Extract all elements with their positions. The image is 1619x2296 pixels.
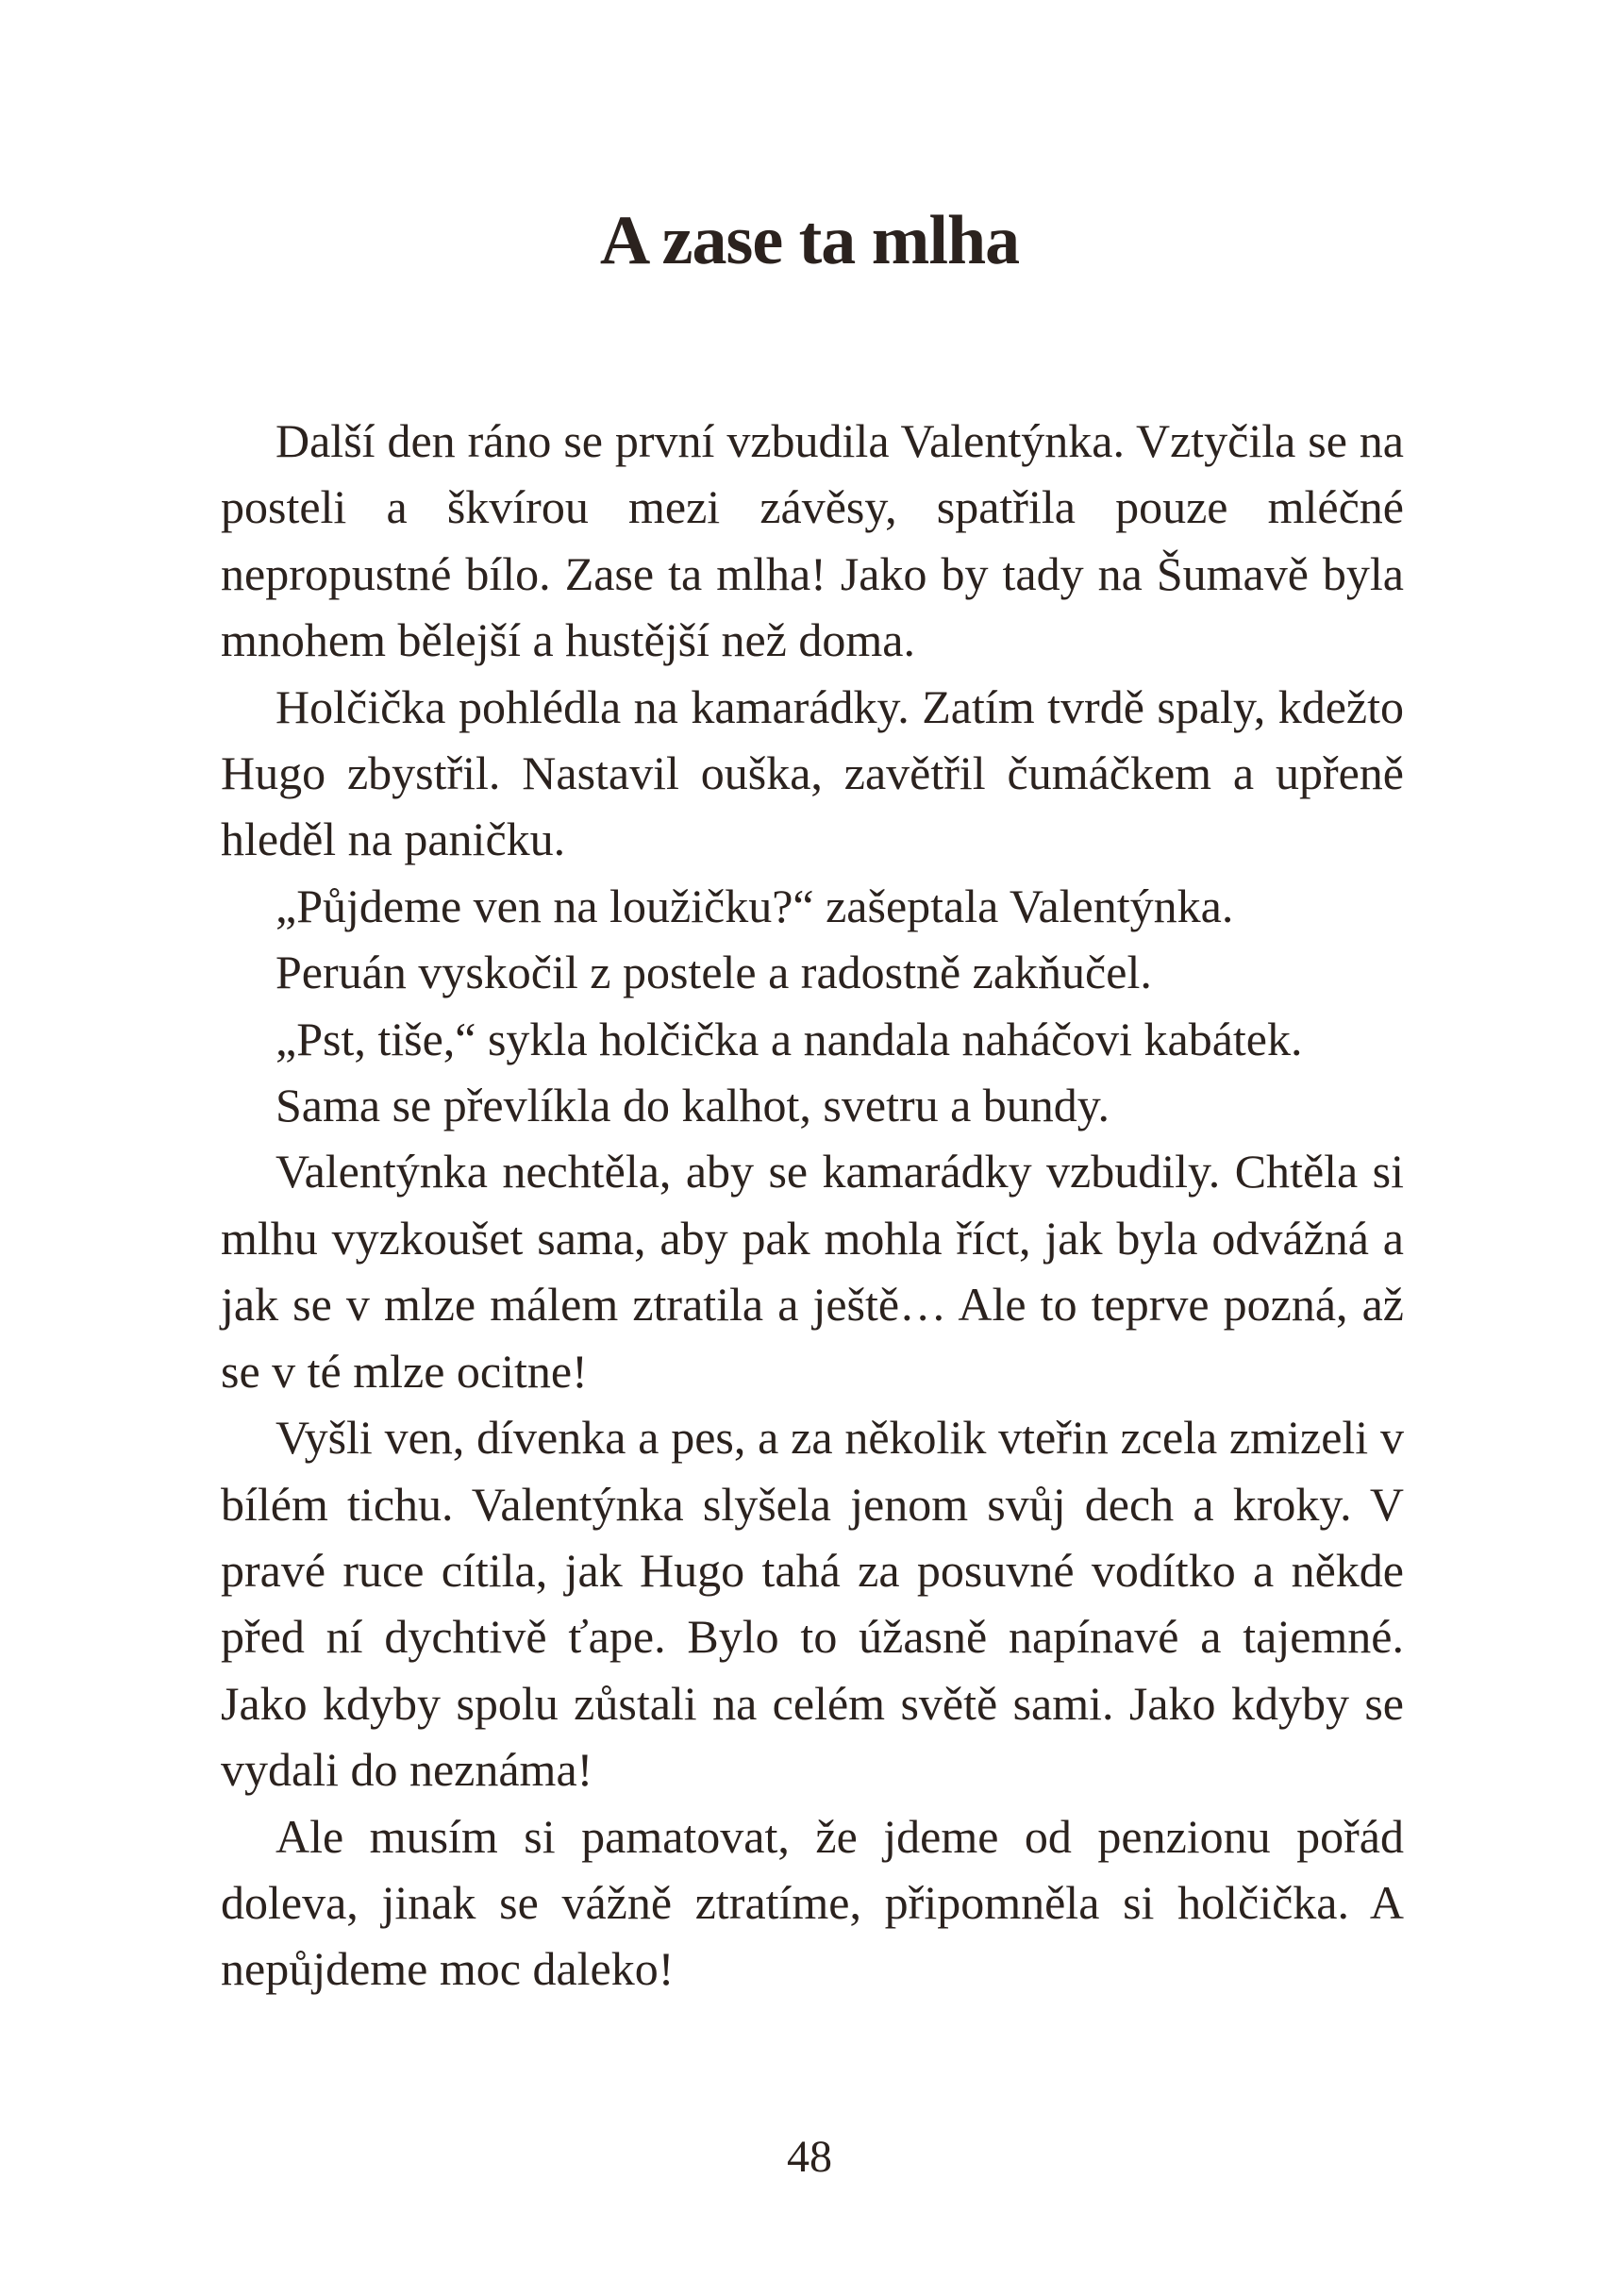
- paragraph-1: Další den ráno se první vzbudila Valentýnka. Vztyčila se na posteli a škvírou mezi závěsy, spatřila pouze mléčné nepropustné bílo. Zase ta mlha! Jako by tady na Šumavě byla mnohem bělejší a hustější než doma.: [221, 414, 1404, 667]
- paragraph-6: Sama se převlíkla do kalhot, svetru a bundy.: [275, 1079, 1110, 1132]
- paragraph-8: Vyšli ven, dívenka a pes, a za několik vteřin zcela zmizeli v bílém tichu. Valentýnka slyšela jenom svůj dech a kroky. V pravé ruce cítila, jak Hugo tahá za posuvné vodítko a někde před ní dychtivě ťape. Bylo to úžasně napínavé a tajemné. Jako kdyby spolu zůstali na celém světě sami. Jako kdyby se vydali do neznáma!: [221, 1411, 1404, 1797]
- paragraph-3: „Půjdeme ven na loužičku?“ zašeptala Valentýnka.: [275, 879, 1234, 932]
- page-number: 48: [787, 2132, 832, 2182]
- paragraph-7: Valentýnka nechtěla, aby se kamarádky vzbudily. Chtěla si mlhu vyzkoušet sama, aby pak mohla říct, jak byla odvážná a jak se v mlze málem ztratila a ještě… Ale to teprve pozná, až se v té mlze ocitne!: [221, 1145, 1404, 1398]
- paragraph-4: Peruán vyskočil z postele a radostně zakňučel.: [275, 946, 1152, 999]
- chapter-title: A zase ta mlha: [599, 202, 1020, 279]
- body-text: [221, 408, 1404, 2003]
- paragraph-5: „Pst, tiše,“ sykla holčička a nandala naháčovi kabátek.: [275, 1012, 1303, 1065]
- paragraph-9: Ale musím si pamatovat, že jdeme od penzionu pořád doleva, jinak se vážně ztratíme, připomněla si holčička. A nepůjdeme moc daleko!: [221, 1809, 1404, 1996]
- paragraph-2: Holčička pohlédla na kamarádky. Zatím tvrdě spaly, kdežto Hugo zbystřil. Nastavil ouška, zavětřil čumáčkem a upřeně hleděl na paničku.: [221, 679, 1404, 866]
